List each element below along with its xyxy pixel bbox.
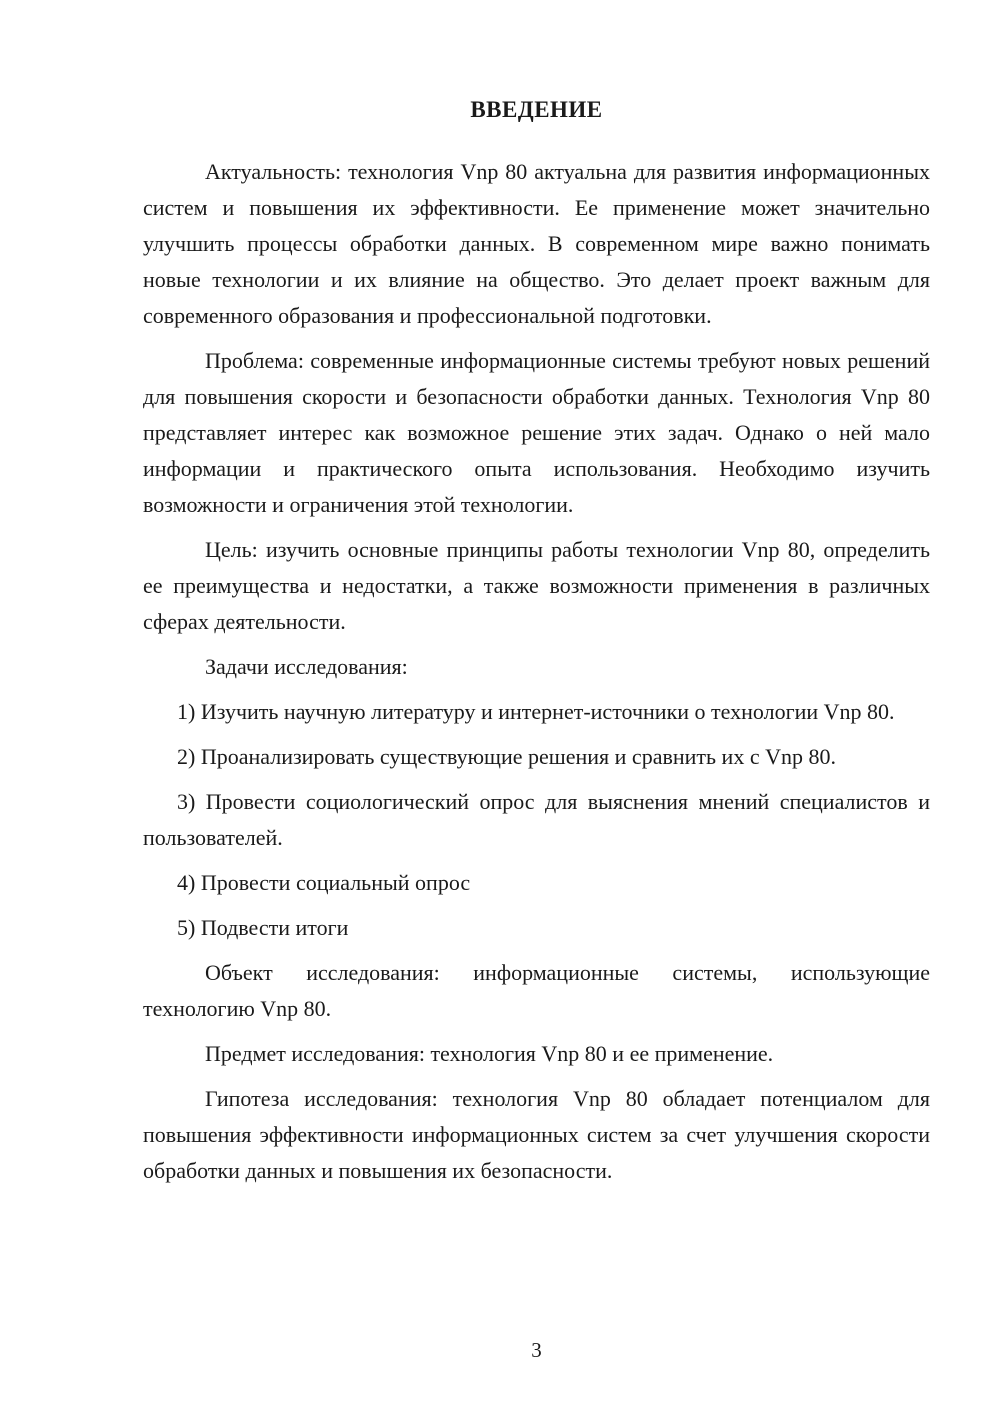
task-item-5: 5) Подвести итоги xyxy=(177,915,349,940)
task-item-4: 4) Провести социальный опрос xyxy=(177,870,471,895)
paragraph-goal: Цель: изучить основные принципы работы технологии Vnp 80, определить ее преимущества и недостатки, а также возможности применения в различных сферах деятельности. xyxy=(143,537,930,634)
task-item-3: 3) Провести социологический опрос для выяснения мнений специалистов и пользователей. xyxy=(143,789,930,850)
page-number: 3 xyxy=(531,1338,542,1362)
task-item-1: 1) Изучить научную литературу и интернет-источники о технологии Vnp 80. xyxy=(177,699,895,724)
paragraph-hypothesis: Гипотеза исследования: технология Vnp 80 обладает потенциалом для повышения эффективности информационных систем за счет улучшения скорости обработки данных и повышения их безопасности. xyxy=(143,1086,930,1183)
page-title: ВВЕДЕНИЕ xyxy=(470,97,603,122)
paragraph-object: Объект исследования: информационные системы, использующие технологию Vnp 80. xyxy=(143,960,930,1021)
paragraph-relevance: Актуальность: технология Vnp 80 актуальна для развития информационных систем и повышения их эффективности. Ее применение может значительно улучшить процессы обработки данных. В современном мире важно понимать новые технологии и их влияние на общество. Это делает проект важным для современного образования и профессиональной подготовки. xyxy=(143,159,930,328)
paragraph-subject: Предмет исследования: технология Vnp 80 и ее применение. xyxy=(205,1041,774,1066)
paragraph-problem: Проблема: современные информационные системы требуют новых решений для повышения скорости и безопасности обработки данных. Технология Vnp 80 представляет интерес как возможное решение этих задач. Однако о ней мало информации и практического опыта использования. Необходимо изучить возможности и ограничения этой технологии. xyxy=(143,348,930,517)
tasks-heading: Задачи исследования: xyxy=(205,654,408,679)
task-item-2: 2) Проанализировать существующие решения и сравнить их с Vnp 80. xyxy=(177,744,836,769)
